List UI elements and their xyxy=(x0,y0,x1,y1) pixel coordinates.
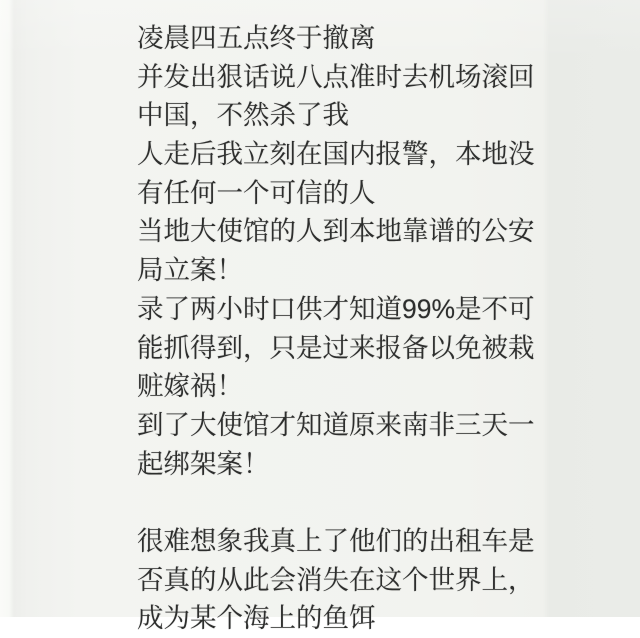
post-line: 起绑架案！ xyxy=(137,448,270,479)
post-line: 有任何一个可信的人 xyxy=(137,177,376,208)
post-line-cutoff: 成为某个海上的鱼饵 xyxy=(137,603,376,634)
post-text xyxy=(137,19,549,638)
post-line: 赃嫁祸！ xyxy=(137,371,243,402)
post-line: 很难想象我真上了他们的出租车是 xyxy=(137,525,535,556)
post-line: 人走后我立刻在国内报警，本地没 xyxy=(137,139,535,170)
post-line: 凌晨四五点终于撤离 xyxy=(137,23,376,53)
post-line: 并发出狠话说八点准时去机场滚回 xyxy=(137,61,535,92)
post-line: 中国，不然杀了我 xyxy=(137,100,349,131)
post-line: 否真的从此会消失在这个世界上， xyxy=(137,564,535,595)
post-line: 录了两小时口供才知道99%是不可 xyxy=(137,293,535,324)
post-line: 到了大使馆才知道原来南非三天一 xyxy=(137,409,535,440)
post-line: 局立案！ xyxy=(137,255,243,286)
post-line: 能抓得到，只是过来报备以免被栽 xyxy=(137,332,535,363)
post-blank-line xyxy=(137,483,549,522)
post-line: 当地大使馆的人到本地靠谱的公安 xyxy=(137,216,535,247)
